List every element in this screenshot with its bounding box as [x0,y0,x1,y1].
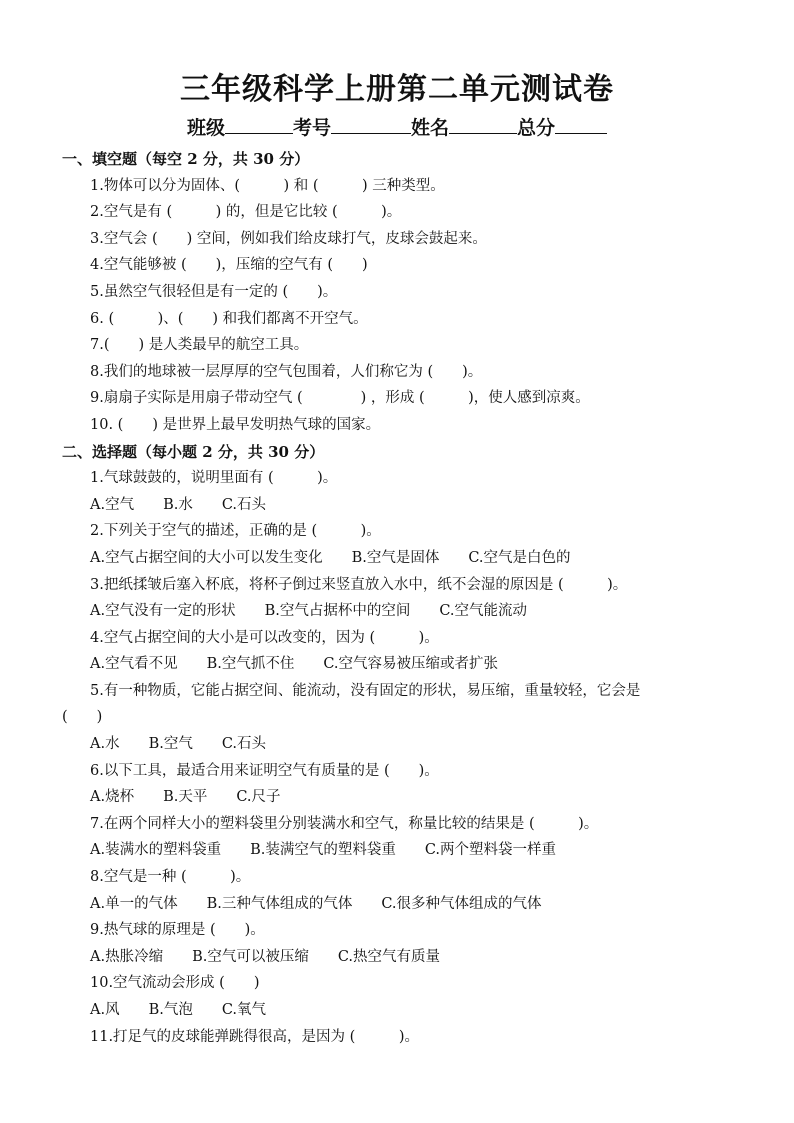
section-heading-fill-in: 一、填空题（每空 2 分，共 30 分） [62,150,310,168]
choice-options: A.空气 B.水 C.石头 [90,496,267,513]
page-title: 三年级科学上册第二单元测试卷 [180,72,614,107]
fill-question: 10. ( ) 是世界上最早发明热气球的国家。 [90,416,381,433]
exam-body [62,146,742,1050]
choice-question: 7.在两个同样大小的塑料袋里分别装满水和空气，称量比较的结果是 ( )。 [90,815,599,832]
choice-question: 1.气球鼓鼓的，说明里面有 ( )。 [90,470,338,487]
choice-question: 10.空气流动会形成 ( ) [90,975,260,992]
choice-question: 6.以下工具，最适合用来证明空气有质量的是 ( )。 [90,762,439,779]
fill-question: 1.物体可以分为固体、( ) 和 ( ) 三种类型。 [90,177,445,194]
choice-options: A.空气看不见 B.空气抓不住 C.空气容易被压缩或者扩张 [90,656,499,673]
exam-no-blank [331,115,411,134]
fill-question: 9.扇扇子实际是用扇子带动空气 ( ) ，形成 ( )，使人感到凉爽。 [90,390,590,407]
choice-question: 9.热气球的原理是 ( )。 [90,922,265,939]
choice-options: A.空气占据空间的大小可以发生变化 B.空气是固体 C.空气是白色的 [90,549,571,566]
class-blank [225,115,293,134]
fill-question: 5.虽然空气很轻但是有一定的 ( )。 [90,283,338,300]
fill-question: 2.空气是有 ( ) 的，但是它比较 ( )。 [90,204,402,221]
choice-options: A.空气没有一定的形状 B.空气占据杯中的空间 C.空气能流动 [90,603,528,620]
choice-question: 3.把纸揉皱后塞入杯底，将杯子倒过来竖直放入水中，纸不会湿的原因是 ( )。 [90,576,628,593]
fill-question: 3.空气会 ( ) 空间，例如我们给皮球打气，皮球会鼓起来。 [90,230,487,247]
name-label: 姓名 [411,117,450,139]
choice-question-continuation: ( ) [62,709,103,726]
fill-question: 8.我们的地球被一层厚厚的空气包围着，人们称它为 ( )。 [90,363,483,380]
choice-options: A.烧杯 B.天平 C.尺子 [90,789,281,806]
exam-no-label: 考号 [292,117,331,139]
fill-question: 4.空气能够被 ( )，压缩的空气有 ( ) [90,257,368,274]
name-blank [449,115,517,134]
choice-question: 4.空气占据空间的大小是可以改变的，因为 ( )。 [90,629,439,646]
choice-question: 5.有一种物质，它能占据空间、能流动，没有固定的形状，易压缩，重量较轻，它会是 [90,682,641,699]
class-label: 班级 [186,117,225,139]
choice-question: 8.空气是一种 ( )。 [90,869,251,886]
score-blank [555,115,607,134]
choice-options: A.热胀冷缩 B.空气可以被压缩 C.热空气有质量 [90,948,441,965]
fill-question: 6. ( )、( ) 和我们都离不开空气。 [90,310,368,327]
choice-options: A.水 B.空气 C.石头 [90,736,267,753]
section-heading-choice: 二、选择题（每小题 2 分，共 30 分） [62,442,325,461]
choice-question: 11.打足气的皮球能弹跳得很高，是因为 ( )。 [90,1028,419,1045]
fill-question: 7.( ) 是人类最早的航空工具。 [90,337,309,354]
choice-question: 2.下列关于空气的描述，正确的是 ( )。 [90,523,381,540]
choice-options: A.单一的气体 B.三种气体组成的气体 C.很多种气体组成的气体 [90,895,542,912]
score-label: 总分 [517,117,556,139]
choice-options: A.风 B.气泡 C.氧气 [90,1002,267,1018]
choice-options: A.装满水的塑料袋重 B.装满空气的塑料袋重 C.两个塑料袋一样重 [90,842,557,859]
student-info-line [0,113,794,140]
